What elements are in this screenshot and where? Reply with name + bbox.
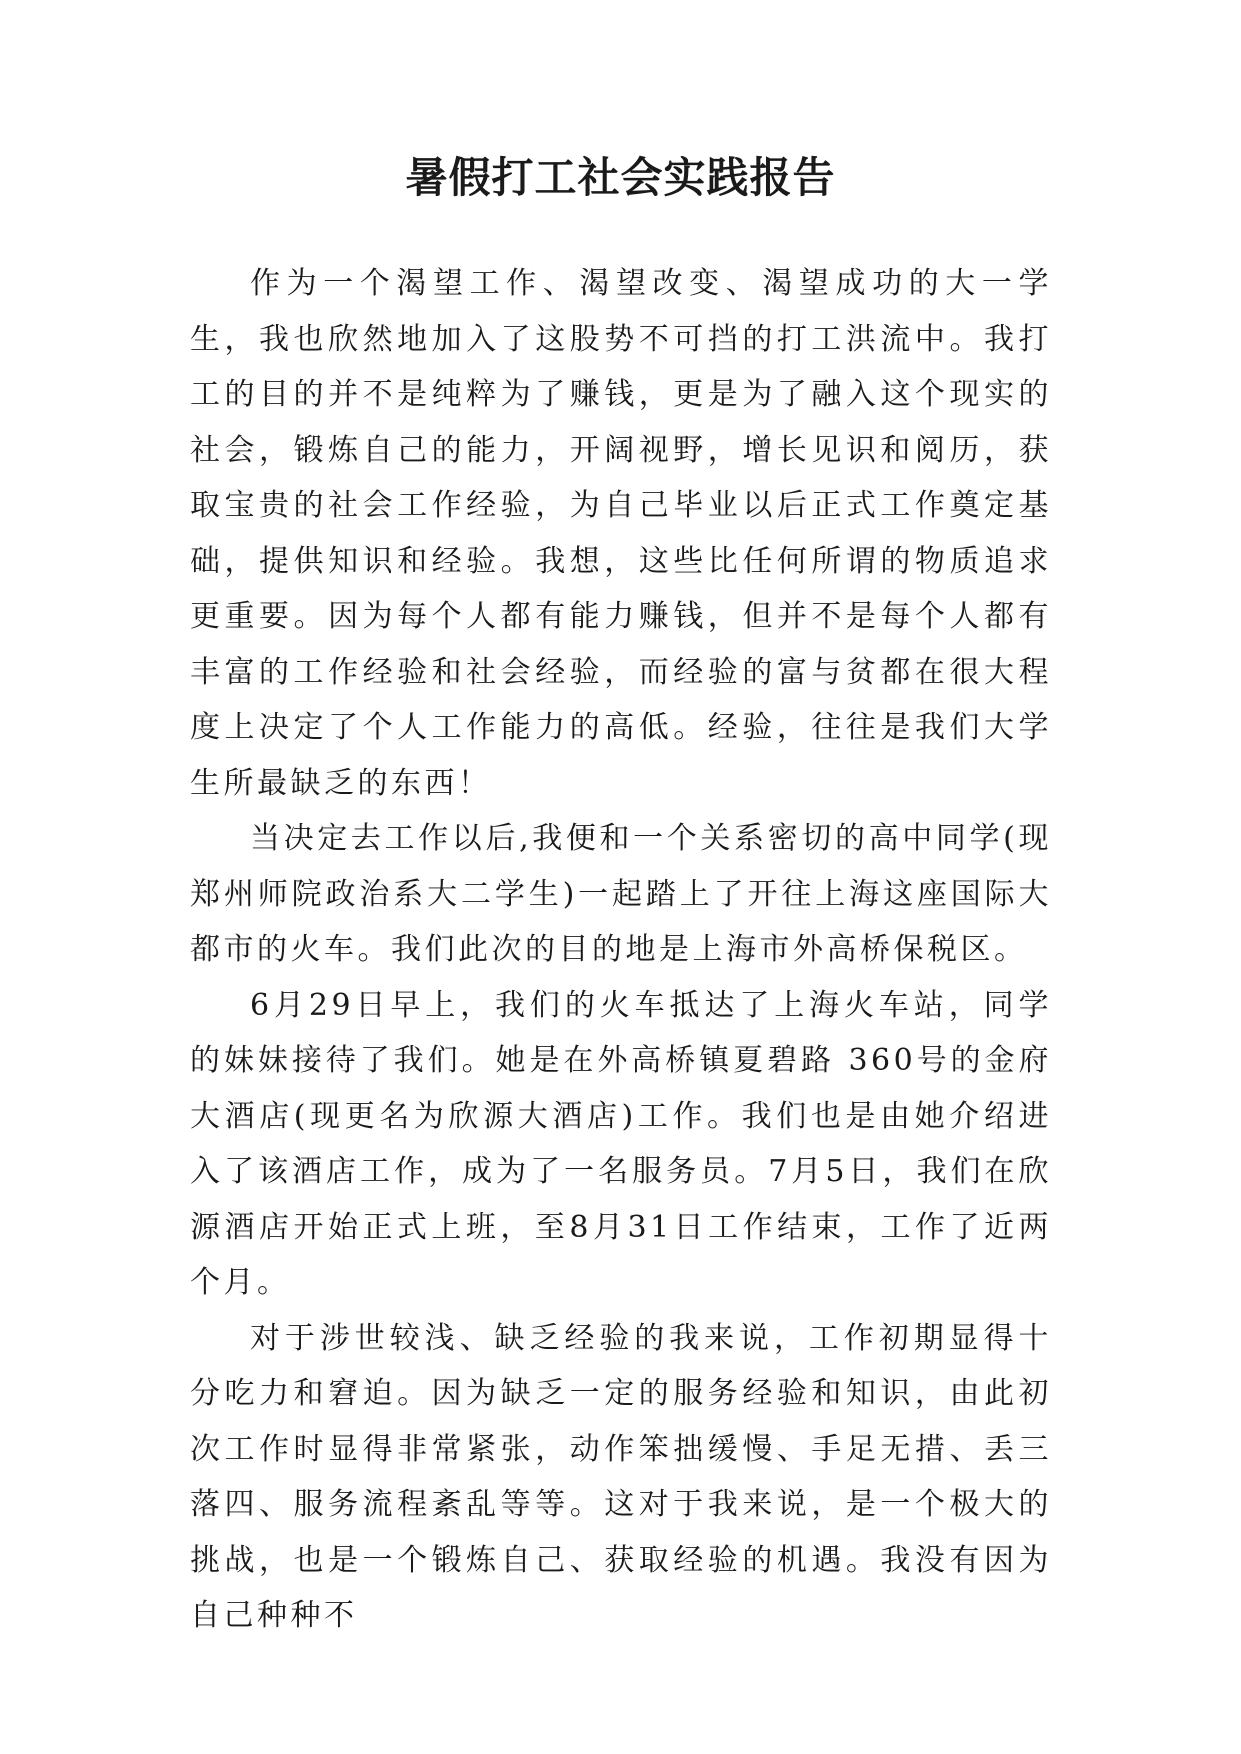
document-body [190,256,1052,1644]
document-title: 暑假打工社会实践报告 [405,153,836,202]
paragraph-2: 当决定去工作以后,我便和一个关系密切的高中同学(现郑州师院政治系大二学生)一起踏上了开往上海这座国际大都市的火车。我们此次的目的地是上海市外高桥保税区。 [190,821,1052,967]
paragraph-4: 对于涉世较浅、缺乏经验的我来说，工作初期显得十分吃力和窘迫。因为缺乏一定的服务经验和知识，由此初次工作时显得非常紧张，动作笨拙缓慢、手足无措、丢三落四、服务流程紊乱等等。这对于我来说，是一个极大的挑战，也是一个锻炼自己、获取经验的机遇。我没有因为自己种种不 [190,1320,1052,1633]
paragraph-1: 作为一个渴望工作、渴望改变、渴望成功的大一学生，我也欣然地加入了这股势不可挡的打工洪流中。我打工的目的并不是纯粹为了赚钱，更是为了融入这个现实的社会，锻炼自己的能力，开阔视野，增长见识和阅历，获取宝贵的社会工作经验，为自己毕业以后正式工作奠定基础，提供知识和经验。我想，这些比任何所谓的物质追求更重要。因为每个人都有能力赚钱，但并不是每个人都有丰富的工作经验和社会经验，而经验的富与贫都在很大程度上决定了个人工作能力的高低。经验，往往是我们大学生所最缺乏的东西！ [190,266,1052,801]
paragraph-3: 6月29日早上，我们的火车抵达了上海火车站，同学的妹妹接待了我们。她是在外高桥镇夏碧路 360号的金府大酒店(现更名为欣源大酒店)工作。我们也是由她介绍进入了该酒店工作，成为了一名服务员。7月5日，我们在欣源酒店开始正式上班，至8月31日工作结束，工作了近两个月。 [190,987,1052,1300]
